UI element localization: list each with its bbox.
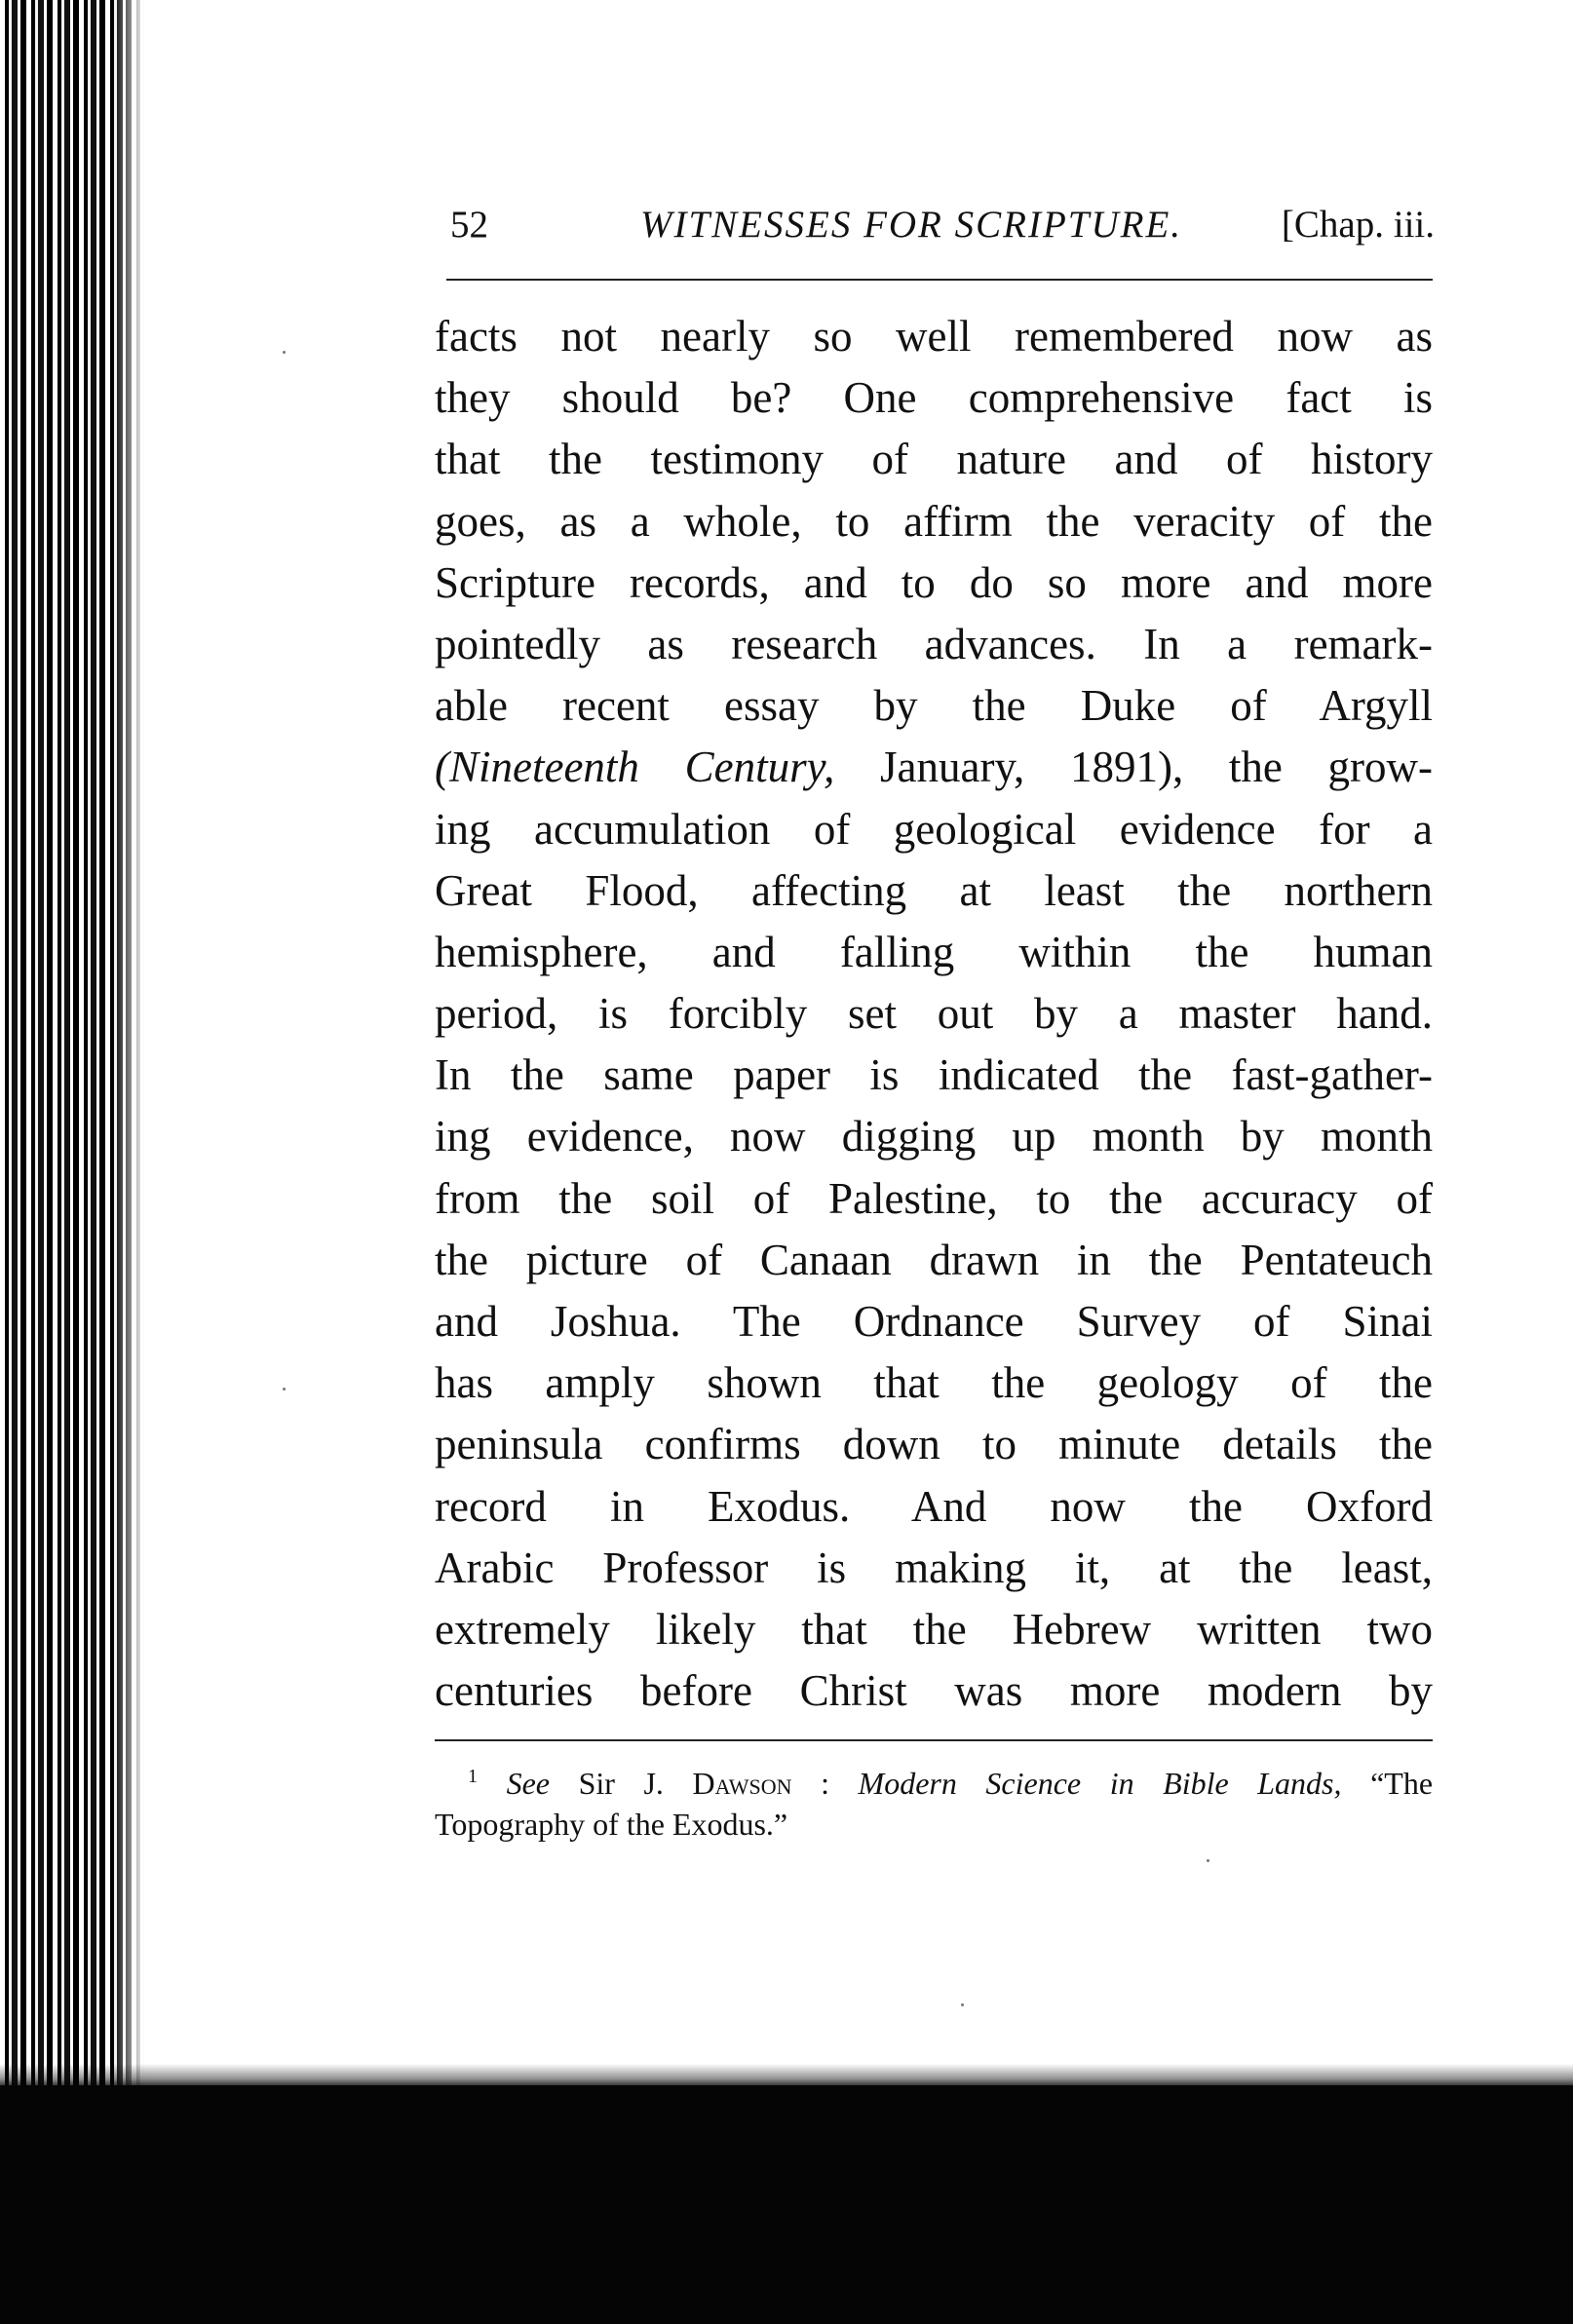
text-line: that the testimony of nature and of history: [435, 435, 1433, 484]
paper-speck: [283, 1388, 286, 1391]
running-title: WITNESSES FOR SCRIPTURE.: [640, 204, 1183, 246]
text-line: hemisphere, and falling within the human: [435, 927, 1433, 976]
text-line: period, is forcibly set out by a master hand.: [435, 989, 1433, 1039]
text-line: Scripture records, and to do so more and more: [435, 557, 1433, 607]
text-line: and Joshua. The Ordnance Survey of Sinai: [435, 1297, 1433, 1346]
text-line: they should be? One comprehensive fact is: [435, 373, 1433, 423]
text-line: centuries before Christ was more modern by: [435, 1666, 1433, 1716]
text-line: has amply shown that the geology of the: [435, 1358, 1433, 1408]
page-number: 52: [450, 204, 488, 246]
text-line: from the soil of Palestine, to the accuracy of: [435, 1173, 1433, 1223]
text-line: record in Exodus. And now the Oxford: [435, 1481, 1433, 1531]
footnote-author: Dawson: [692, 1766, 792, 1801]
footnote-see: See: [506, 1766, 550, 1801]
text-line: goes, as a whole, to affirm the veracity of the: [435, 496, 1433, 546]
text-line: the picture of Canaan drawn in the Pentateuch: [435, 1235, 1433, 1284]
scan-background: [0, 2085, 1573, 2324]
italic-citation: (Nineteenth Century,: [435, 743, 835, 792]
text-line: ing accumulation of geological evidence for a: [435, 804, 1433, 854]
text-line: Great Flood, affecting at least the northern: [435, 865, 1433, 915]
text-line: able recent essay by the Duke of Argyll: [435, 681, 1433, 731]
chapter-reference: [Chap. iii.: [1281, 204, 1435, 246]
paper-speck: [961, 2003, 964, 2006]
footnote-marker: 1: [468, 1766, 478, 1787]
running-header: [450, 203, 1437, 261]
body-text: [435, 306, 1433, 1722]
text-line: peninsula confirms down to minute details the: [435, 1420, 1433, 1469]
footnote-line: Topography of the Exodus.”: [435, 1807, 788, 1842]
paper-speck: [1207, 1859, 1209, 1862]
footnote: [435, 1756, 1433, 1845]
text-line: extremely likely that the Hebrew written two: [435, 1604, 1433, 1654]
footnote-colon: :: [791, 1766, 859, 1801]
text-line: pointedly as research advances. In a remark-: [435, 619, 1433, 668]
text-line: Arabic Professor is making it, at the least,: [435, 1543, 1433, 1592]
gutter-shadow: [115, 0, 144, 2324]
footnote-author-prefix: Sir J.: [578, 1766, 693, 1801]
text-line: facts not nearly so well remembered now as: [435, 312, 1433, 361]
paper-speck: [283, 351, 286, 354]
footnote-rule: [435, 1739, 1433, 1741]
text-line: [435, 737, 1433, 798]
text-line-rest: January, 1891), the grow-: [834, 743, 1434, 792]
footnote-line: [435, 1756, 1433, 1804]
text-line: In the same paper is indicated the fast-gather-: [435, 1050, 1433, 1100]
footnote-quote-start: “The: [1341, 1766, 1434, 1801]
header-rule: [446, 279, 1433, 281]
footnote-work-title: Modern Science in Bible Lands,: [858, 1766, 1342, 1801]
text-line: ing evidence, now digging up month by month: [435, 1112, 1433, 1162]
